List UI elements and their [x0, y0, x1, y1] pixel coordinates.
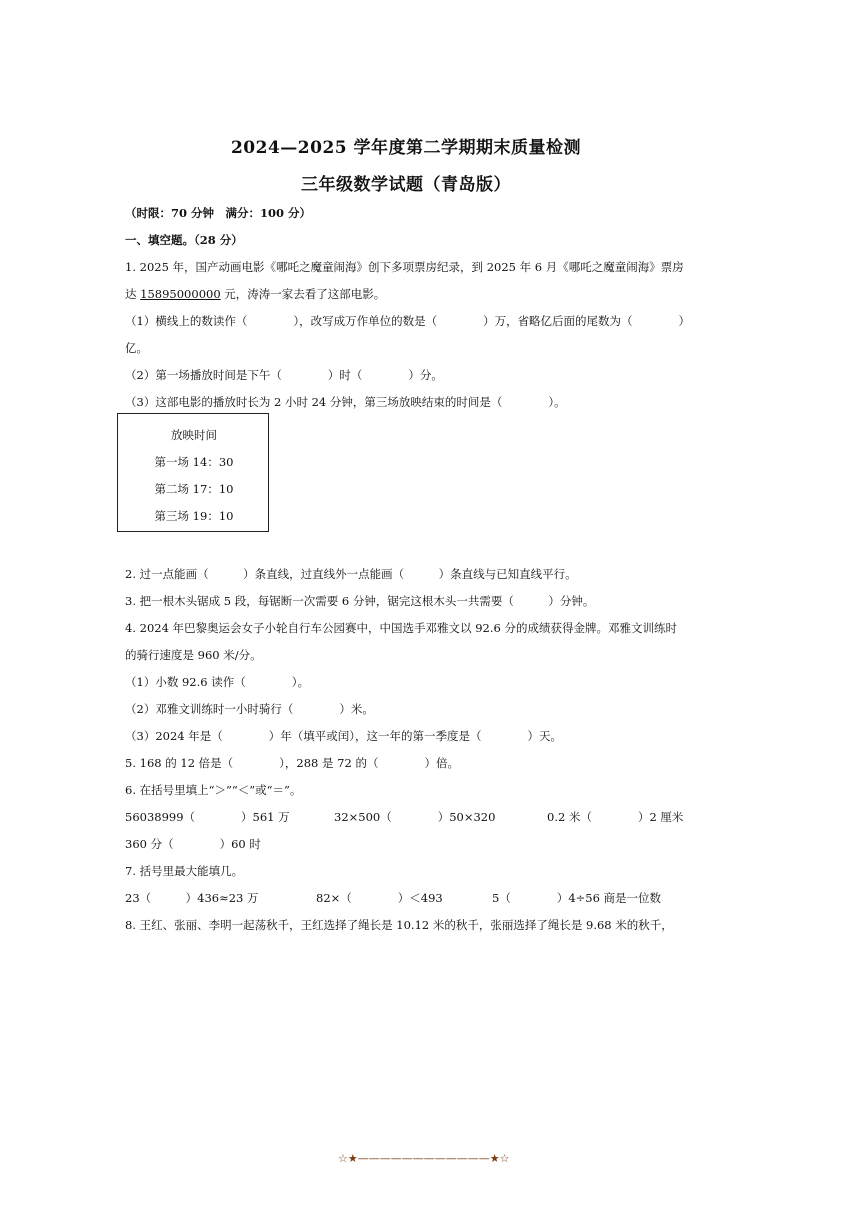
q1-sub1-cont: 亿。 — [125, 341, 148, 355]
footer-decoration: ☆★————————————★☆ — [338, 1152, 510, 1165]
exam-title: 2024—2025 学年度第二学期期末质量检测 — [230, 138, 582, 158]
schedule-row: 第一场 14：30 — [154, 455, 234, 469]
q6-prompt: 6. 在括号里填上“＞”“＜”或“＝”。 — [125, 783, 302, 797]
q3: 3. 把一根木头锯成 5 段，每锯断一次需要 6 分钟，锯完这根木头一共需要（ ）分钟。 — [125, 594, 595, 608]
q6-item: 0.2 米（ ）2 厘米 — [547, 810, 684, 824]
q6-item: 360 分（ ）60 时 — [125, 837, 261, 851]
q1-line1: 1. 2025 年，国产动画电影《哪吒之魔童闹海》创下多项票房纪录，到 2025 年 6 月《哪吒之魔童闹海》票房 — [125, 260, 684, 274]
q1-sub2: （2）第一场播放时间是下午（ ）时（ ）分。 — [125, 368, 443, 382]
q6-item: 32×500（ ）50×320 — [334, 810, 496, 824]
q4-line2: 的骑行速度是 960 米/分。 — [125, 648, 262, 662]
q1-suffix: 元，涛涛一家去看了这部电影。 — [220, 287, 386, 301]
q7-item: 82×（ ）＜493 — [316, 891, 443, 905]
q1-prefix: 达 — [125, 287, 141, 301]
q7-prompt: 7. 括号里最大能填几。 — [125, 864, 244, 878]
q4-sub1: （1）小数 92.6 读作（ ）。 — [125, 675, 309, 689]
q1-line2 — [125, 286, 385, 302]
q6-item: 56038999（ ）561 万 — [125, 810, 290, 824]
exam-subtitle: 三年级数学试题（青岛版） — [301, 175, 511, 195]
exam-meta: （时限：70 分钟 满分：100 分） — [125, 206, 312, 220]
q8: 8. 王红、张丽、李明一起荡秋千，王红选择了绳长是 10.12 米的秋千，张丽选择了绳长是 9.68 米的秋千， — [125, 918, 673, 932]
q2: 2. 过一点能画（ ）条直线，过直线外一点能画（ ）条直线与已知直线平行。 — [125, 567, 577, 581]
schedule-title: 放映时间 — [171, 428, 217, 442]
schedule-row: 第三场 19：10 — [154, 509, 234, 523]
q7-item: 5（ ）4÷56 商是一位数 — [492, 891, 662, 905]
q4-sub2: （2）邓雅文训练时一小时骑行（ ）米。 — [125, 702, 374, 716]
q1-sub3: （3）这部电影的播放时长为 2 小时 24 分钟，第三场放映结束的时间是（ ）。 — [125, 395, 566, 409]
q7-item: 23（ ）436≈23 万 — [125, 891, 259, 905]
q4-line1: 4. 2024 年巴黎奥运会女子小轮自行车公园赛中，中国选手邓雅文以 92.6 分的成绩获得金牌。邓雅文训练时 — [125, 621, 677, 635]
q1-underlined-number: 15895000000 — [140, 287, 221, 301]
q4-sub3: （3）2024 年是（ ）年（填平或闰），这一年的第一季度是（ ）天。 — [125, 729, 562, 743]
schedule-row: 第二场 17：10 — [154, 482, 234, 496]
schedule-box — [117, 413, 269, 532]
section-heading: 一、填空题。（28 分） — [125, 233, 243, 247]
q5: 5. 168 的 12 倍是（ ），288 是 72 的（ ）倍。 — [125, 756, 459, 770]
q1-sub1: （1）横线上的数读作（ ），改写成万作单位的数是（ ）万，省略亿后面的尾数为（ ） — [125, 314, 691, 328]
